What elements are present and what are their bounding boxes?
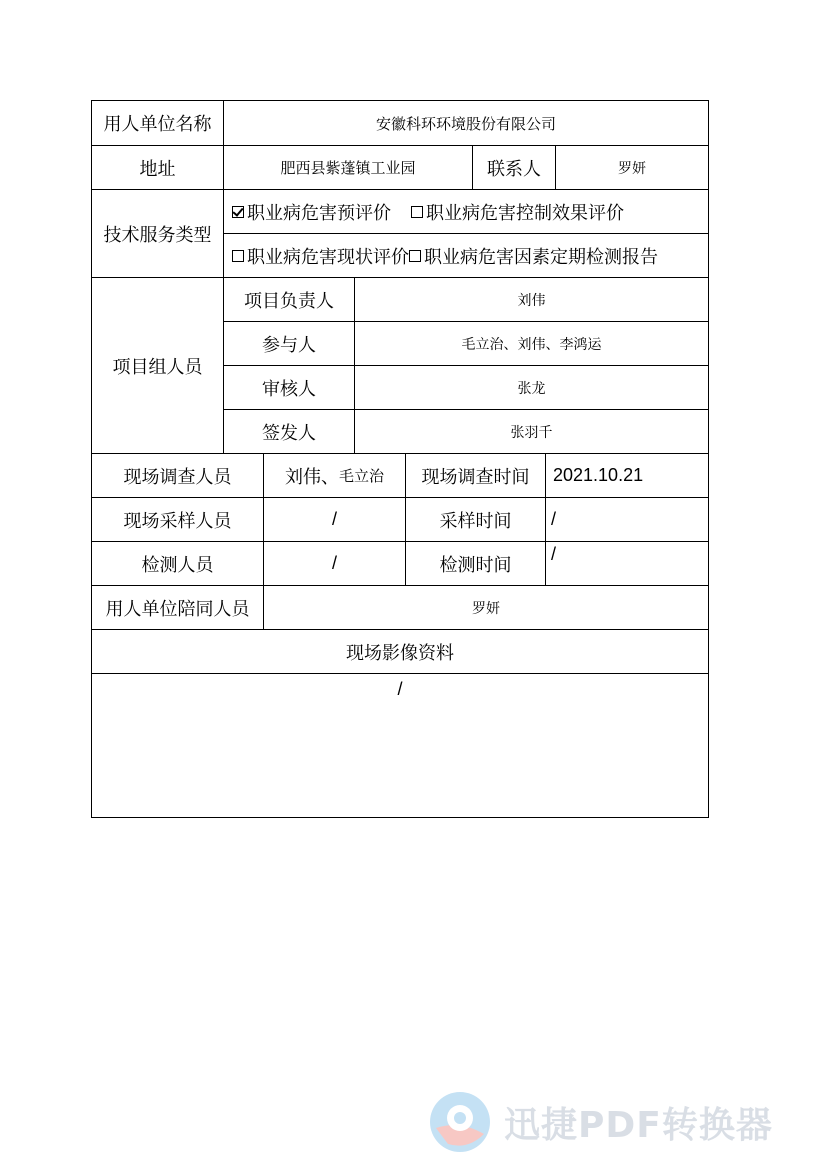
survey-staff-name: 毛立治: [338, 467, 384, 485]
employer-name-value: 安徽科环环境股份有限公司: [375, 114, 556, 133]
service-option-status: [232, 243, 409, 269]
contact-label: 联系人: [487, 158, 541, 180]
sampling-staff-label: 现场采样人员: [123, 510, 232, 532]
service-type-label: 技术服务类型: [103, 224, 212, 246]
team-role-project-lead: 项目负责人: [244, 290, 334, 312]
survey-staff-name: 刘伟、: [284, 466, 339, 488]
address-value: 肥西县紫蓬镇工业园: [280, 159, 416, 177]
service-option-pre-evaluation: [232, 199, 391, 225]
escort-staff-value: 罗妍: [472, 600, 500, 617]
team-name-participants: 毛立治、刘伟、李鸿运: [461, 336, 602, 353]
team-role-issuer: 签发人: [262, 422, 316, 444]
service-option-periodic-testing: [409, 243, 658, 269]
watermark-text: 迅捷PDF转换器: [504, 1104, 773, 1146]
team-name-reviewer: 张龙: [517, 380, 546, 397]
service-option-label: 职业病危害预评价: [247, 203, 391, 224]
service-option-label: 职业病危害因素定期检测报告: [424, 246, 658, 268]
row-divider: [92, 673, 708, 674]
service-option-label: 职业病危害现状评价: [247, 246, 409, 268]
team-role-reviewer: 审核人: [262, 378, 316, 400]
survey-staff-value: [264, 454, 405, 497]
testing-staff-value: /: [331, 553, 337, 573]
survey-staff-label: 现场调查人员: [123, 466, 232, 488]
survey-time-label: 现场调查时间: [421, 466, 530, 488]
sampling-staff-value: /: [331, 509, 337, 529]
service-options-row-2: [232, 234, 708, 277]
unchecked-checkbox-icon: [232, 250, 244, 262]
team-name-issuer: 张羽千: [510, 424, 553, 441]
testing-time-value: /: [551, 544, 557, 564]
information-table: [91, 100, 709, 818]
project-team-label: 项目组人员: [112, 356, 203, 378]
column-divider: [545, 453, 546, 585]
unchecked-checkbox-icon: [409, 250, 421, 262]
escort-staff-label: 用人单位陪同人员: [105, 598, 250, 620]
sampling-time-label: 采样时间: [439, 510, 512, 532]
service-option-control-effect: [411, 199, 624, 225]
service-options-row-1: [232, 190, 708, 234]
site-photos-value: /: [397, 679, 403, 699]
team-name-project-lead: 刘伟: [517, 292, 546, 309]
address-label: 地址: [139, 158, 176, 180]
checked-checkbox-icon: [232, 206, 244, 218]
testing-time-label: 检测时间: [439, 554, 512, 576]
testing-staff-label: 检测人员: [141, 554, 214, 576]
survey-time-value: 2021.10.21: [553, 465, 644, 485]
employer-name-label: 用人单位名称: [103, 114, 212, 135]
converter-logo-icon: [428, 1090, 492, 1154]
sampling-time-value: /: [551, 509, 557, 529]
watermark: [428, 1090, 773, 1154]
contact-value: 罗妍: [618, 160, 646, 177]
unchecked-checkbox-icon: [411, 206, 423, 218]
service-option-label: 职业病危害控制效果评价: [426, 203, 624, 224]
team-role-participants: 参与人: [262, 334, 316, 356]
site-photos-heading: 现场影像资料: [346, 642, 454, 664]
